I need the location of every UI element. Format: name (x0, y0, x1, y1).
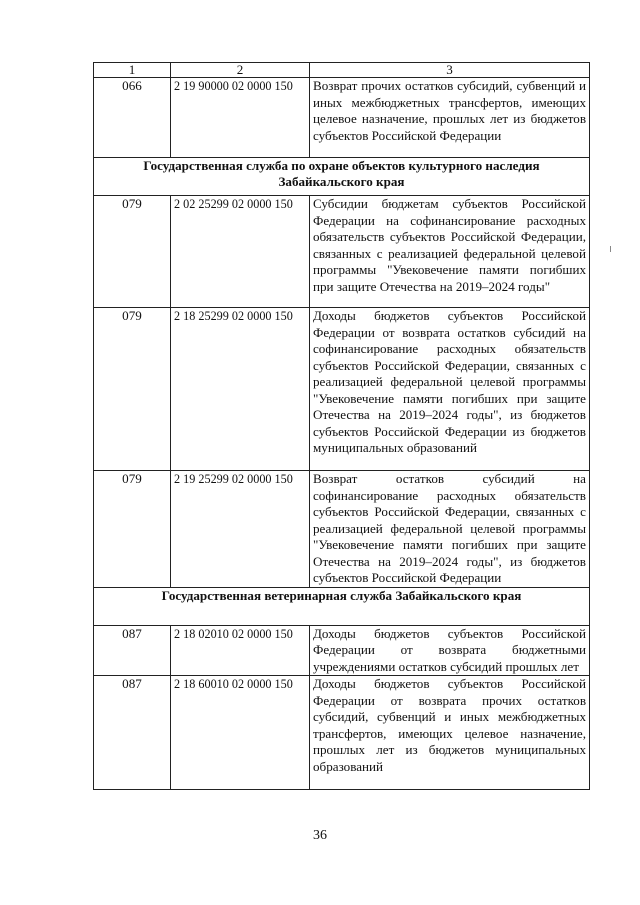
table-header-row (94, 63, 590, 78)
table-row (94, 471, 590, 588)
column-number-3: 3 (310, 63, 590, 78)
column-number-1: 1 (94, 63, 171, 78)
revenue-description-cell: Субсидии бюджетам субъектов Российской Федерации на софинансирование расходных обязательств субъектов Российской Федерации, связанных с реализацией федеральной целевой программы "Увековечение памяти погибших при защите Отечества на 2019–2024 годы" (310, 196, 590, 308)
revenue-description-cell: Доходы бюджетов субъектов Российской Федерации от возврата прочих остатков субсидий, субвенций и иных межбюджетных трансфертов, имеющих целевое назначение, прошлых лет из бюджетов муниципальных образований (310, 676, 590, 790)
table-row (94, 196, 590, 308)
revenue-code-table (93, 62, 590, 790)
section-title: Государственная служба по охране объектов культурного наследия Забайкальского края (94, 158, 590, 196)
revenue-description-cell: Доходы бюджетов субъектов Российской Федерации от возврата бюджетными учреждениями остатков субсидий прошлых лет (310, 625, 590, 676)
table-row (94, 78, 590, 158)
budget-class-code-cell: 2 19 90000 02 0000 150 (171, 78, 310, 158)
section-title: Государственная ветеринарная служба Забайкальского края (94, 587, 590, 625)
admin-code-cell: 079 (94, 308, 171, 471)
admin-code-cell: 079 (94, 471, 171, 588)
table-row (94, 676, 590, 790)
revenue-description-cell: Возврат прочих остатков субсидий, субвенций и иных межбюджетных трансфертов, имеющих целевое назначение, прошлых лет из бюджетов субъектов Российской Федерации (310, 78, 590, 158)
budget-class-code-cell: 2 19 25299 02 0000 150 (171, 471, 310, 588)
section-header-row (94, 587, 590, 625)
admin-code-cell: 066 (94, 78, 171, 158)
budget-class-code-cell: 2 02 25299 02 0000 150 (171, 196, 310, 308)
budget-class-code-cell: 2 18 02010 02 0000 150 (171, 625, 310, 676)
budget-class-code-cell: 2 18 25299 02 0000 150 (171, 308, 310, 471)
scan-artifact (610, 246, 611, 252)
table-row (94, 625, 590, 676)
admin-code-cell: 087 (94, 676, 171, 790)
revenue-description-cell: Доходы бюджетов субъектов Российской Федерации от возврата остатков субсидий на софинансирование расходных обязательств субъектов Российской Федерации, связанных с реализацией федеральной целевой программы "Увековечение памяти погибших при защите Отечества на 2019–2024 годы", из бюджетов субъектов Российской Федерации из бюджетов муниципальных образований (310, 308, 590, 471)
table-row (94, 308, 590, 471)
section-header-row (94, 158, 590, 196)
admin-code-cell: 079 (94, 196, 171, 308)
admin-code-cell: 087 (94, 625, 171, 676)
revenue-description-cell: Возврат остатков субсидий на софинансирование расходных обязательств субъектов Российской Федерации, связанных с реализацией федеральной целевой программы "Увековечение памяти погибших при защите Отечества на 2019–2024 годы", из бюджетов субъектов Российской Федерации (310, 471, 590, 588)
page-number: 36 (313, 828, 327, 843)
budget-class-code-cell: 2 18 60010 02 0000 150 (171, 676, 310, 790)
column-number-2: 2 (171, 63, 310, 78)
